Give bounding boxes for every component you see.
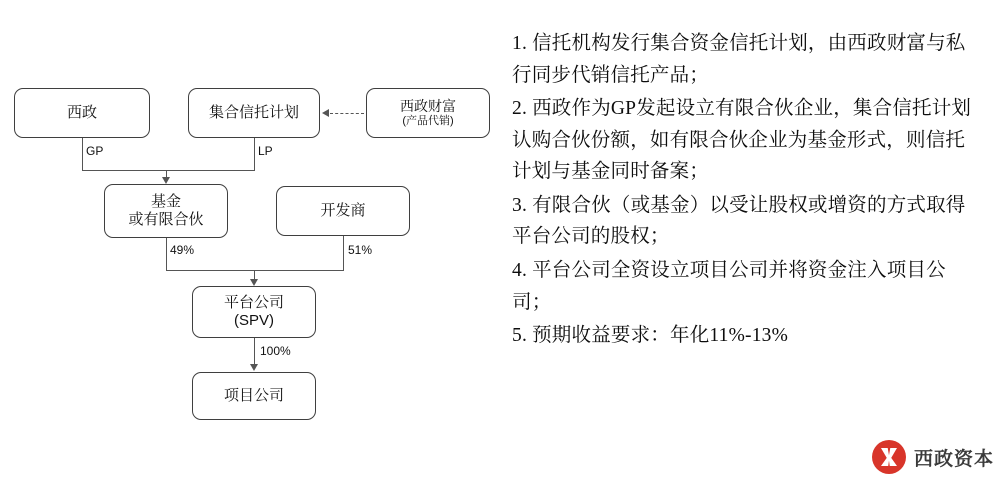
connector-spv-arrow-icon	[250, 279, 258, 286]
node-fund-sublabel: 或有限合伙	[128, 211, 204, 228]
connector-spv-down	[254, 338, 255, 364]
connector-gp-lp-join	[82, 170, 255, 171]
node-xizheng	[14, 88, 150, 138]
node-developer	[276, 186, 410, 236]
connector-xizheng-down	[82, 138, 83, 170]
edge-label-gp: GP	[86, 144, 104, 158]
connector-join-to-spv	[254, 270, 255, 279]
node-fund-label: 基金	[150, 193, 181, 211]
node-wealth	[366, 88, 490, 138]
connector-wealth-arrow-icon	[322, 109, 329, 117]
connector-wealth-to-trustplan	[330, 113, 364, 114]
connector-fund-arrow-icon	[162, 177, 170, 184]
node-wealth-label: 西政财富	[400, 98, 456, 115]
node-spv-label: 平台公司	[223, 294, 284, 312]
connector-join-to-fund	[166, 170, 167, 177]
note-item-1: 1. 信托机构发行集合资金信托计划，由西政财富与私行同步代销信托产品；	[512, 33, 966, 86]
watermark-label: 西政资本	[913, 448, 994, 470]
node-trust-plan-label: 集合信托计划	[208, 104, 299, 122]
node-wealth-sublabel: (产品代销)	[402, 114, 454, 127]
red-circle-logo-icon	[872, 440, 906, 474]
note-item-2: 2. 西政作为GP发起设立有限合伙企业，集合信托计划认购合伙份额，如有限合伙企业为基金形式，则信托计划与基金同时备案；	[512, 98, 972, 183]
note-item-3: 3. 有限合伙（或基金）以受让股权或增资的方式取得平台公司的股权；	[512, 194, 966, 248]
connector-fund-down	[166, 238, 167, 270]
node-xizheng-label: 西政	[66, 104, 97, 122]
edge-label-fund-share: 49%	[170, 243, 195, 257]
edge-label-spv-share: 100%	[260, 344, 291, 358]
node-trust-plan	[188, 88, 320, 138]
edge-label-lp: LP	[258, 144, 273, 158]
node-spv-sublabel: (SPV)	[233, 312, 274, 329]
watermark	[872, 440, 994, 474]
notes-panel	[512, 28, 982, 468]
note-item-5: 5. 预期收益要求：年化11%-13%	[512, 325, 789, 347]
node-fund	[104, 184, 228, 238]
connector-developer-down	[343, 236, 344, 270]
note-item-4: 4. 平台公司全资设立项目公司并将资金注入项目公司；	[512, 260, 946, 313]
connector-share-join	[166, 270, 344, 271]
structure-diagram	[0, 0, 500, 492]
node-project-label: 项目公司	[223, 387, 284, 405]
connector-project-arrow-icon	[250, 364, 258, 371]
node-spv	[192, 286, 316, 338]
node-developer-label: 开发商	[320, 202, 366, 220]
node-project	[192, 372, 316, 420]
edge-label-developer-share: 51%	[348, 243, 373, 257]
connector-trustplan-down	[254, 138, 255, 170]
